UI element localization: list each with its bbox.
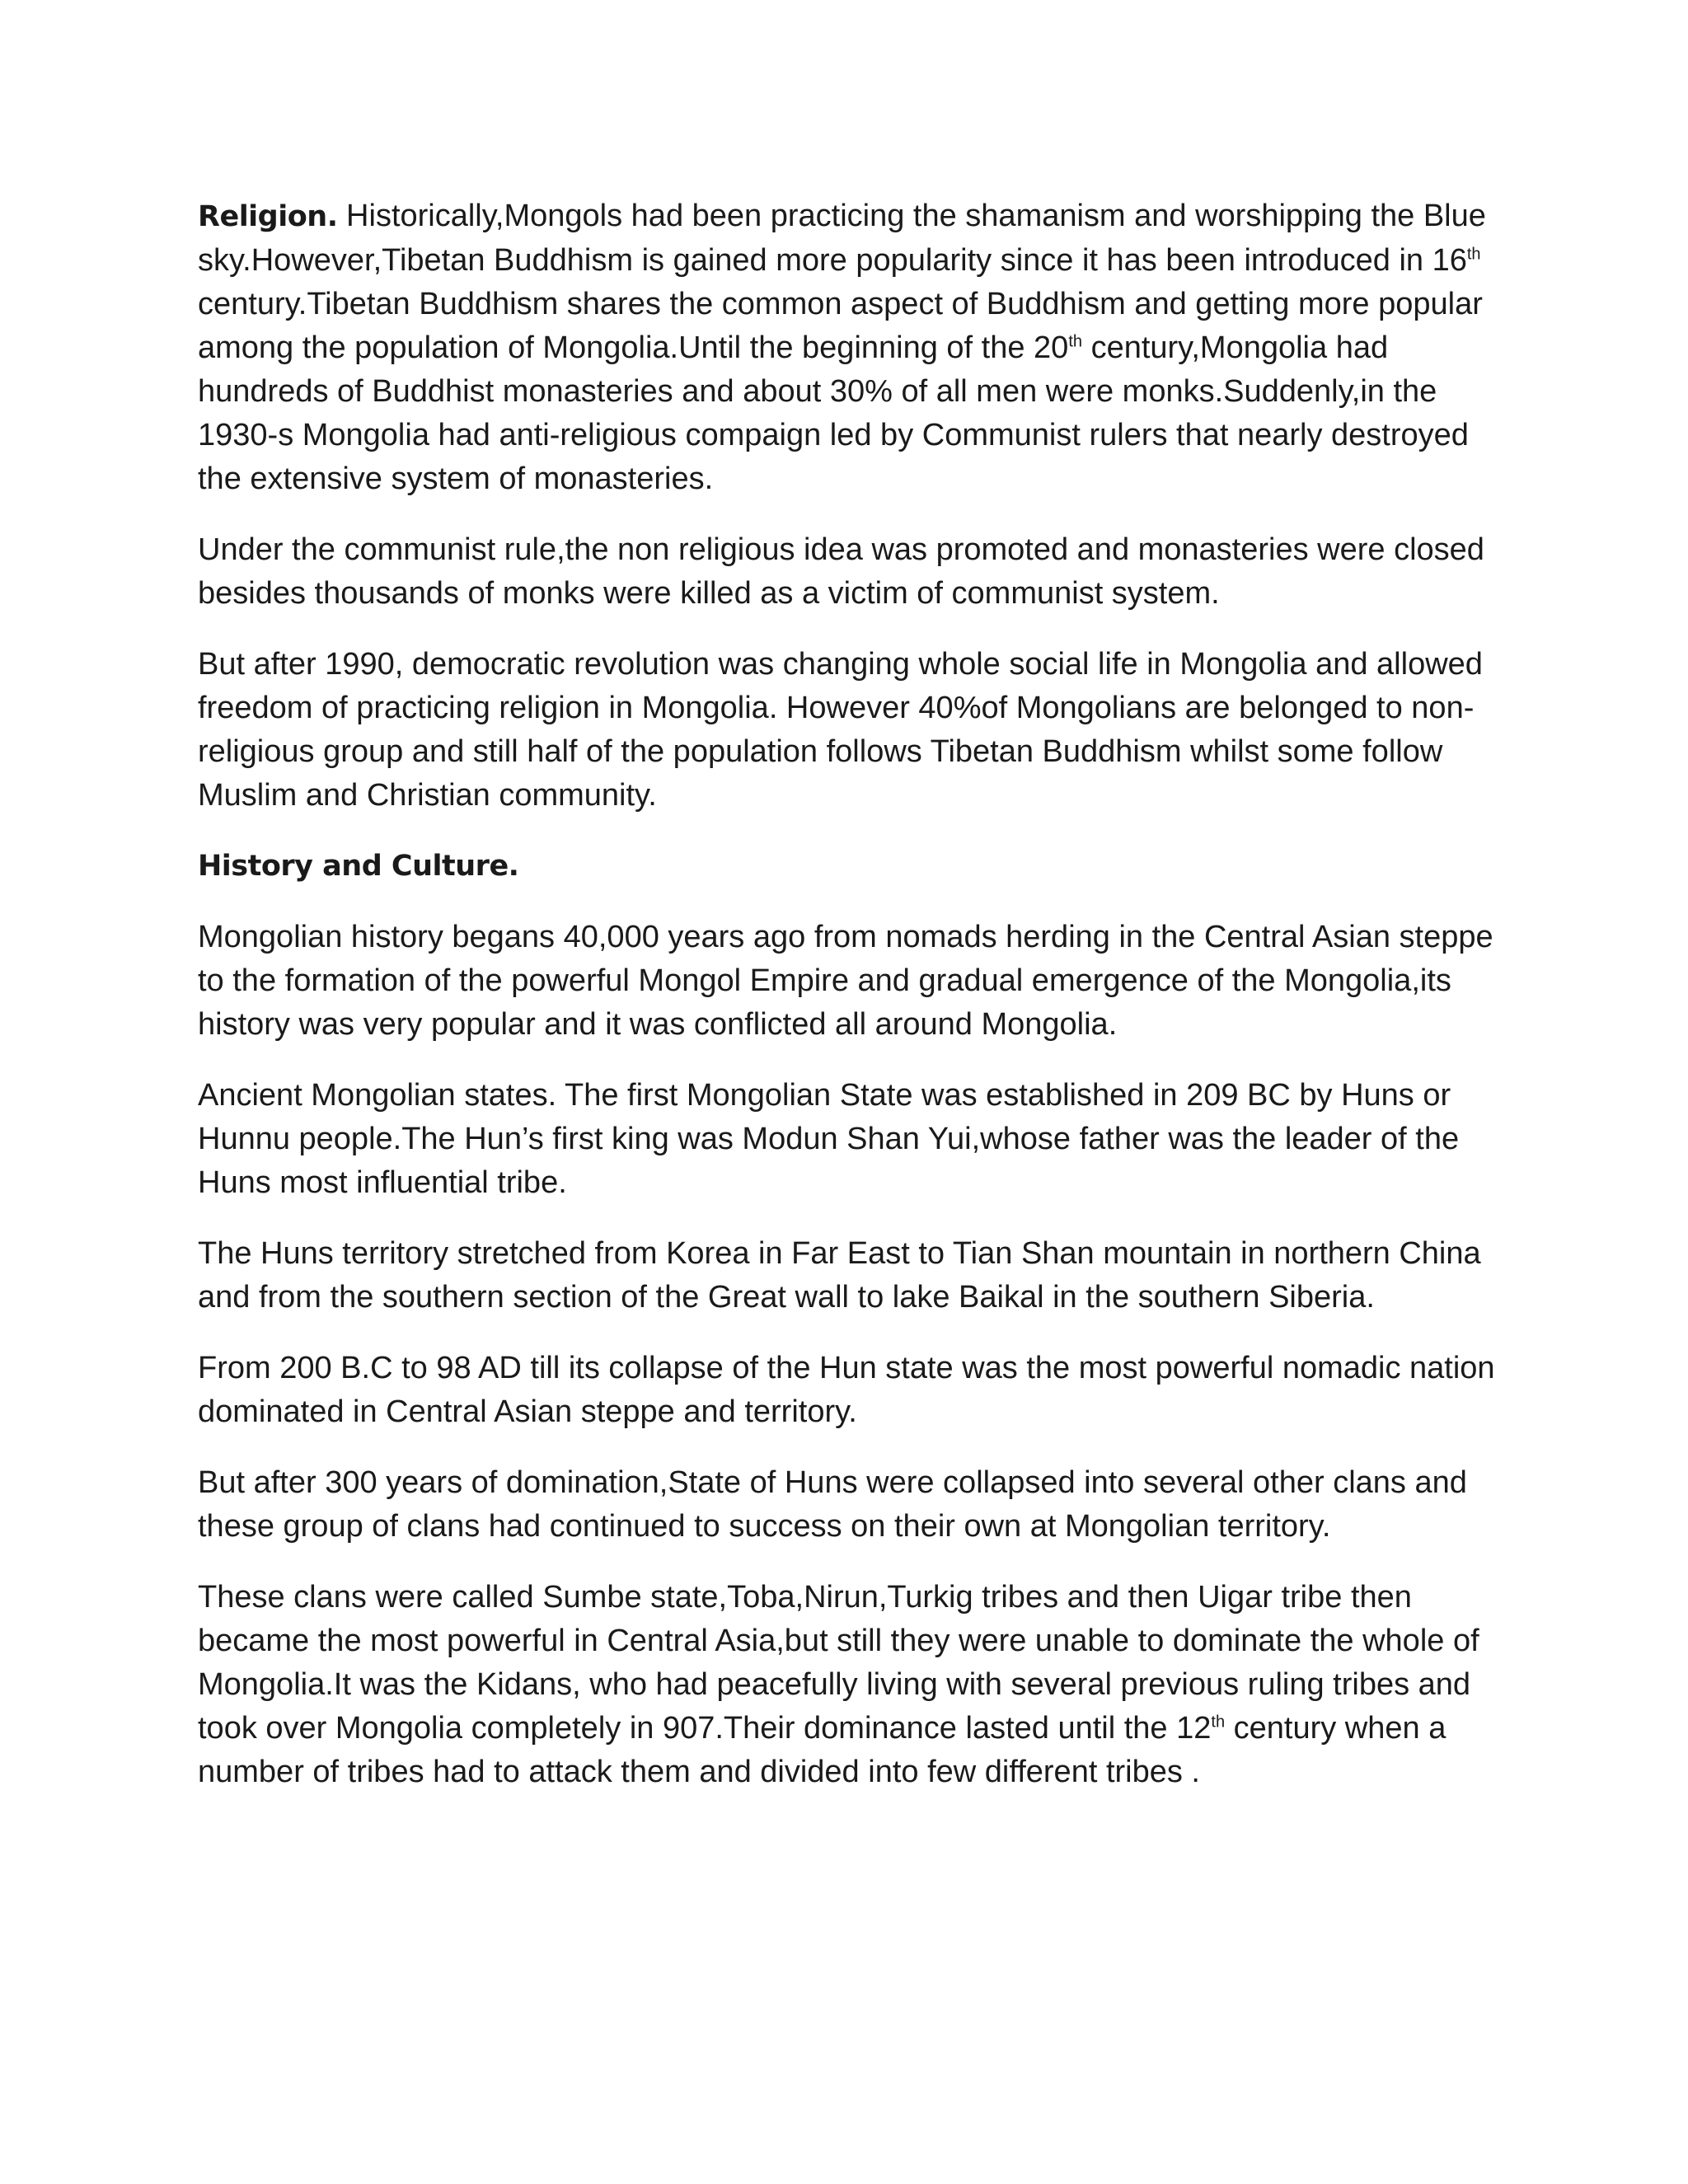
ordinal-suffix: th <box>1211 1713 1226 1732</box>
clans-text-part-1: These clans were called Sumbe state,Toba,Nirun,Turkig tribes and then Uigar tribe then became the most powerful in Central Asia,but still they were unable to dominate the whole of Mongolia.It was the Kidans, who had peacefully living with several previous ruling tribes and took over Mongolia completely in 907.Their dominance lasted until the 12 <box>198 1580 1479 1746</box>
hun-state-paragraph: From 200 B.C to 98 AD till its collapse of the Hun state was the most powerful nomadic nation dominated in Central Asian steppe and territory. <box>198 1351 1495 1429</box>
huns-collapse-paragraph: But after 300 years of domination,State of Huns were collapsed into several other clans and these group of clans had continued to success on their own at Mongolian territory. <box>198 1465 1467 1544</box>
ordinal-suffix: th <box>1466 245 1481 264</box>
huns-territory-paragraph: The Huns territory stretched from Korea in Far East to Tian Shan mountain in northern China and from the southern section of the Great wall to lake Baikal in the southern Siberia. <box>198 1236 1481 1315</box>
religion-heading: Religion. <box>198 200 338 233</box>
religion-paragraph <box>198 194 1500 501</box>
mongolian-history-paragraph: Mongolian history begans 40,000 years ago from nomads herding in the Central Asian steppe to the formation of the powerful Mongol Empire and gradual emergence of the Mongolia,its history was very popular and it was conflicted all around Mongolia. <box>198 920 1493 1042</box>
democratic-revolution-paragraph: But after 1990, democratic revolution was changing whole social life in Mongolia and allowed freedom of practicing religion in Mongolia. However 40%of Mongolians are belonged to non-religious group and still half of the population follows Tibetan Buddhism whilst some follow Muslim and Christian community. <box>198 647 1483 813</box>
clans-paragraph <box>198 1576 1500 1794</box>
ordinal-suffix: th <box>1068 332 1083 351</box>
ancient-states-paragraph: Ancient Mongolian states. The first Mongolian State was established in 209 BC by Huns or Hunnu people.The Hun’s first king was Modun Shan Yui,whose father was the leader of the Huns most influential tribe. <box>198 1078 1460 1200</box>
communist-rule-paragraph: Under the communist rule,the non religious idea was promoted and monasteries were closed besides thousands of monks were killed as a victim of communist system. <box>198 532 1484 611</box>
religion-text-part-3: century,Mongolia had hundreds of Buddhist monasteries and about 30% of all men were monks.Suddenly,in the 1930-s Mongolia had anti-religious compaign led by Communist rulers that nearly destroyed the extensive system of monasteries. <box>198 330 1469 496</box>
document-page <box>198 194 1500 1821</box>
religion-text-part-1: Historically,Mongols had been practicing the shamanism and worshipping the Blue sky.However,Tibetan Buddhism is gained more popularity since it has been introduced in 16 <box>198 199 1486 278</box>
religion-text-part-2: century.Tibetan Buddhism shares the common aspect of Buddhism and getting more popular among the population of Mongolia.Until the beginning of the 20 <box>198 287 1483 365</box>
clans-text-part-2: century when a number of tribes had to attack them and divided into few different tribes . <box>198 1711 1447 1789</box>
history-culture-heading: History and Culture. <box>198 850 519 883</box>
